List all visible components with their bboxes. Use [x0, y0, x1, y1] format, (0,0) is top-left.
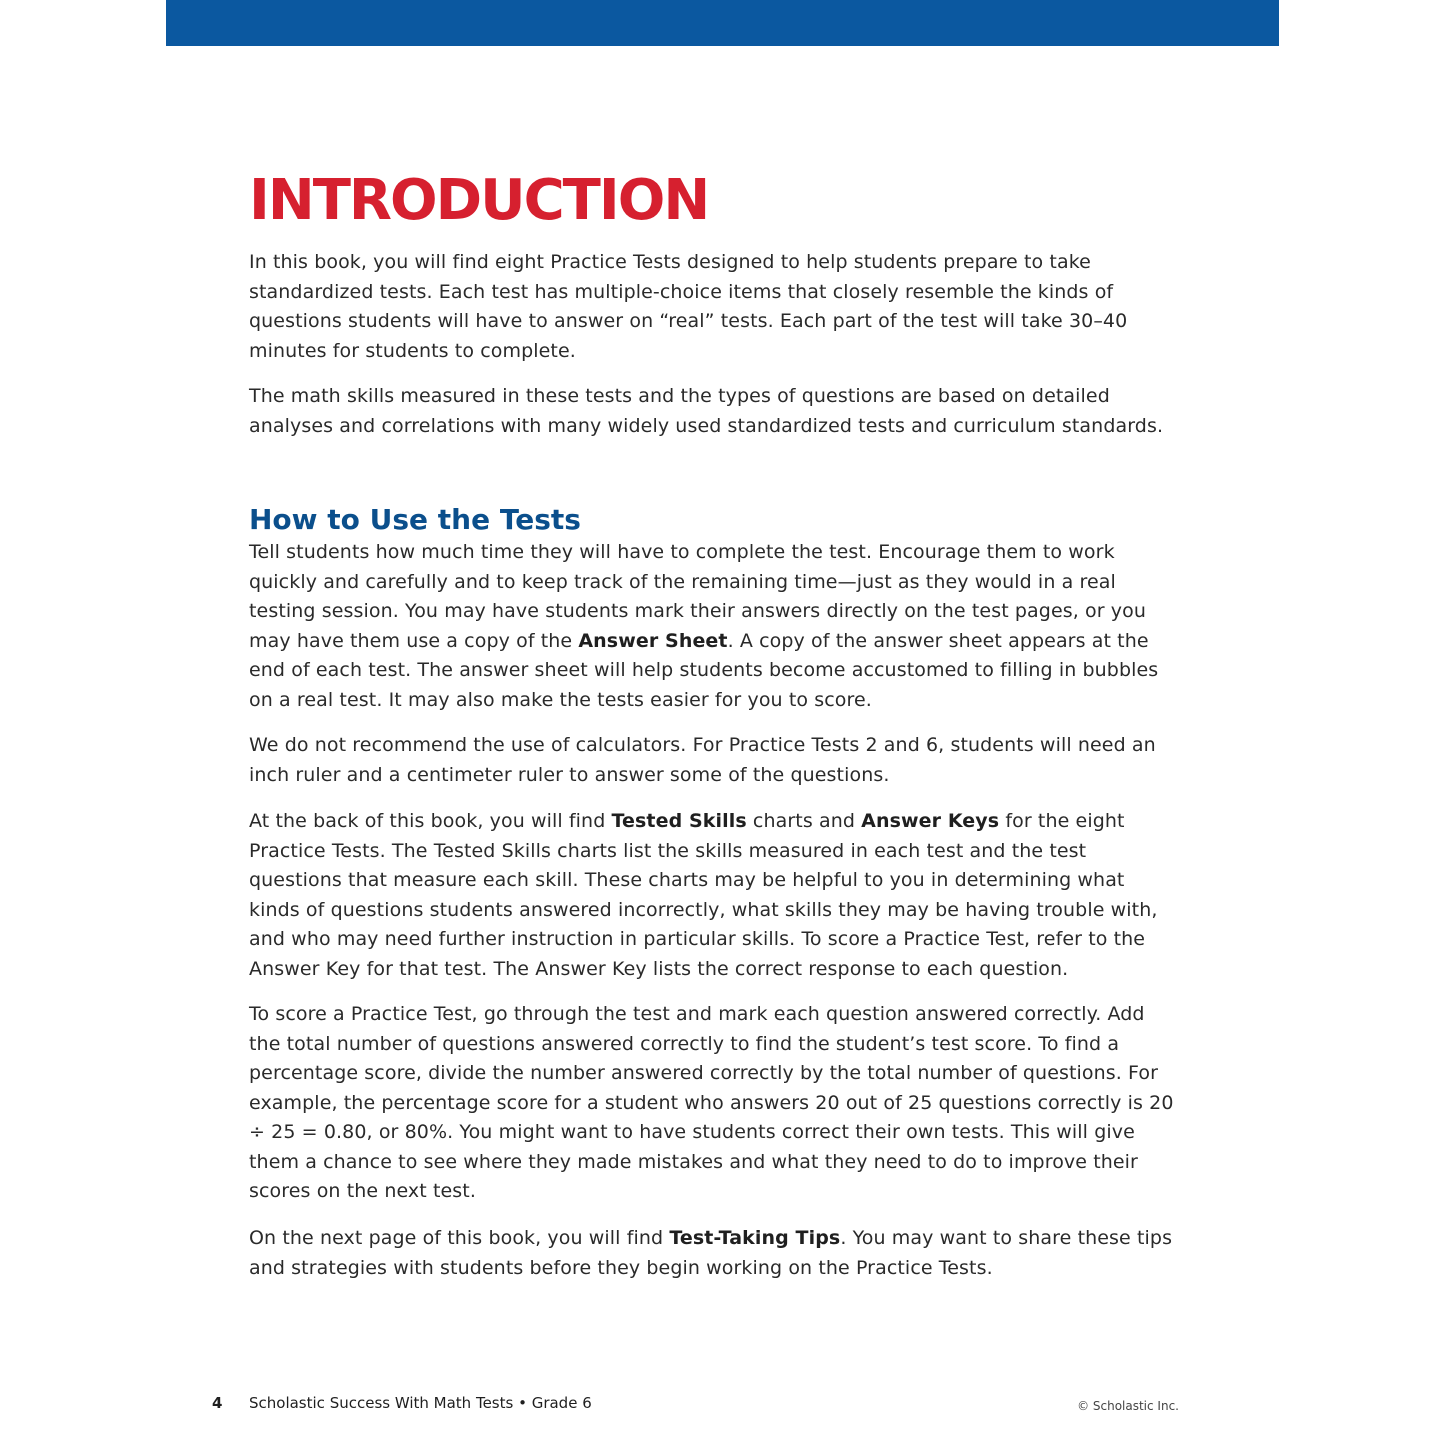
section-paragraph-2: We do not recommend the use of calculators. For Practice Tests 2 and 6, students will need an inch ruler and a centimeter ruler to answer some of the questions.: [249, 734, 1156, 786]
text-run: charts and: [746, 810, 862, 832]
intro-paragraph-1: In this book, you will find eight Practice Tests designed to help students prepare to take standardized tests. Each test has multiple-choice items that closely resemble the kinds of questions students will have to answer on “real” tests. Each part of the test will take 30–40 minutes for students to complete.: [249, 251, 1128, 362]
answer-sheet-term: Answer Sheet: [578, 629, 728, 652]
text-run: Tell students how much time they will have to complete the test. Encourage them to work quickly and carefully and to keep track of the remaining time—just as they would in a real testing session. You may have students mark their answers directly on the test pages, or you may have them use a copy of the: [249, 541, 1147, 652]
header-color-bar: [166, 0, 1279, 46]
copyright-notice: © Scholastic Inc.: [1077, 1399, 1179, 1413]
footer-book-title: Scholastic Success With Math Tests • Grade 6: [249, 1394, 592, 1412]
text-run: for the eight Practice Tests. The Tested Skills charts list the skills measured in each test and the test questions that measure each skill. These charts may be helpful to you in determining what kinds of questions students answered incorrectly, what skills they may be having trouble with, and who may need further instruction in particular skills. To score a Practice Test, refer to the Answer Key for that test. The Answer Key lists the correct response to each question.: [249, 810, 1158, 980]
section-paragraph-4: To score a Practice Test, go through the test and mark each question answered correctly. Add the total number of questions answered correctly to find the student’s test score. To find a percentage score, divide the number answered correctly by the total number of questions. For example, the percentage score for a student who answers 20 out of 25 questions correctly is 20 ÷ 25 = 0.80, or 80%. You might want to have students correct their own tests. This will give them a chance to see where they made mistakes and what they need to do to improve their scores on the next test.: [249, 1003, 1174, 1202]
text-run: At the back of this book, you will find: [249, 810, 612, 832]
section-paragraph-3: [249, 807, 1179, 984]
tested-skills-term: Tested Skills: [611, 810, 747, 832]
section-heading: How to Use the Tests: [249, 503, 581, 536]
text-run: On the next page of this book, you will find: [249, 1227, 670, 1249]
text-run: . A copy of the answer sheet appears at the end of each test. The answer sheet will help students become accustomed to filling in bubbles on a real test. It may also make the tests easier for you to score.: [249, 629, 1159, 711]
section-paragraph-1: [249, 538, 1179, 715]
text-run: . You may want to share these tips and strategies with students before they begin working on the Practice Tests.: [249, 1227, 1173, 1279]
page-number: 4: [212, 1394, 223, 1412]
intro-paragraph-2: The math skills measured in these tests and the types of questions are based on detailed analyses and correlations with many widely used standardized tests and curriculum standards.: [249, 385, 1164, 437]
section-paragraph-5: [249, 1224, 1179, 1283]
answer-keys-term: Answer Keys: [861, 810, 1000, 832]
page-title: INTRODUCTION: [249, 168, 709, 233]
test-taking-tips-term: Test-Taking Tips: [669, 1227, 841, 1249]
